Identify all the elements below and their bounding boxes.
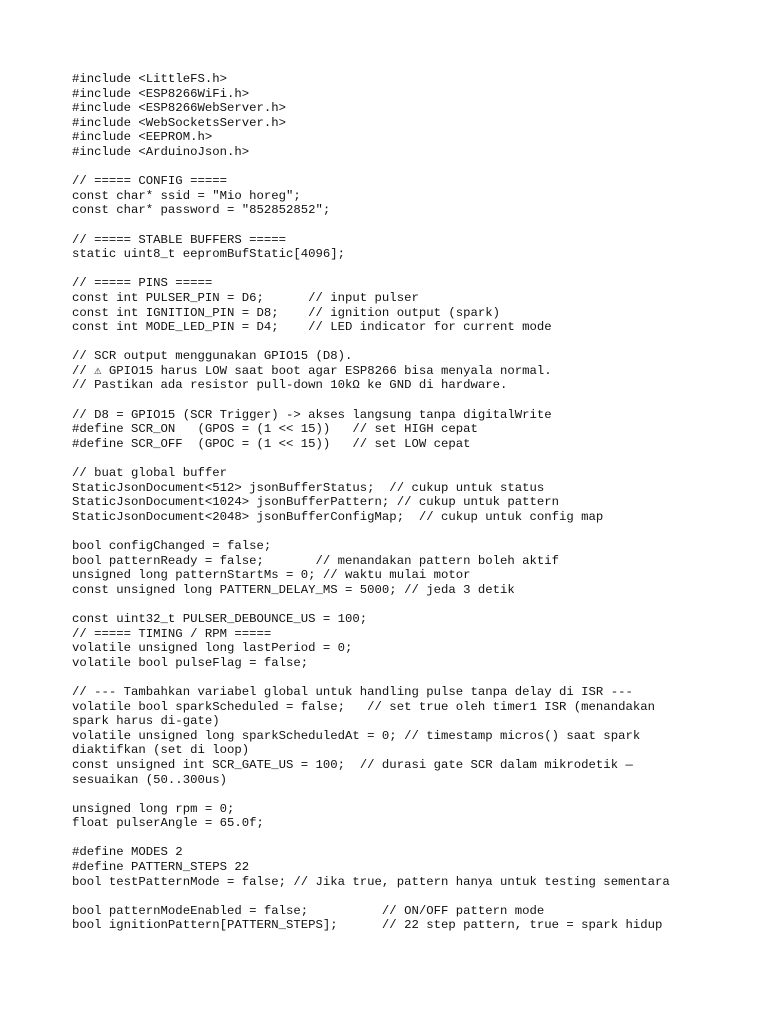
- blank-line: [72, 524, 712, 539]
- code-line: #include <EEPROM.h>: [72, 130, 213, 145]
- code-line: const unsigned long PATTERN_DELAY_MS = 5000; // jeda 3 detik: [72, 582, 515, 597]
- code-line: #include <ESP8266WiFi.h>: [72, 86, 250, 101]
- code-line: volatile unsigned long sparkScheduledAt = 0; // timestamp micros() saat spark: [72, 728, 641, 743]
- code-line: // ⚠ GPIO15 harus LOW saat boot agar ESP8266 bisa menyala normal.: [72, 363, 552, 378]
- code-line: bool testPatternMode = false; // Jika true, pattern hanya untuk testing sementara: [72, 874, 670, 889]
- blank-line: [72, 597, 712, 612]
- code-line: bool ignitionPattern[PATTERN_STEPS]; // 22 step pattern, true = spark hidup: [72, 918, 663, 933]
- blank-line: [72, 160, 712, 175]
- blank-line: [72, 889, 712, 904]
- code-line: #include <ArduinoJson.h>: [72, 144, 250, 159]
- code-line: unsigned long patternStartMs = 0; // waktu mulai motor: [72, 568, 471, 583]
- code-line: #include <ESP8266WebServer.h>: [72, 101, 287, 116]
- code-line: // ===== TIMING / RPM =====: [72, 626, 272, 641]
- code-line: #define MODES 2: [72, 845, 183, 860]
- code-line: #define PATTERN_STEPS 22: [72, 860, 250, 875]
- code-line: volatile unsigned long lastPeriod = 0;: [72, 641, 353, 656]
- code-line: StaticJsonDocument<512> jsonBufferStatus; // cukup untuk status: [72, 480, 545, 495]
- code-line: spark harus di-gate): [72, 714, 220, 729]
- code-line: bool configChanged = false;: [72, 539, 272, 553]
- blank-line: [72, 262, 712, 277]
- code-line: const char* ssid = "Mio horeg";: [72, 188, 301, 203]
- code-line: // ===== PINS =====: [72, 276, 213, 291]
- code-line: // D8 = GPIO15 (SCR Trigger) -> akses langsung tanpa digitalWrite: [72, 407, 552, 422]
- code-line: const unsigned int SCR_GATE_US = 100; // durasi gate SCR dalam mikrodetik —: [72, 757, 633, 772]
- code-line: // --- Tambahkan variabel global untuk handling pulse tanpa delay di ISR ---: [72, 684, 633, 699]
- code-line: // SCR output menggunakan GPIO15 (D8).: [72, 349, 353, 364]
- code-line: const int IGNITION_PIN = D8; // ignition output (spark): [72, 305, 501, 320]
- blank-line: [72, 787, 712, 802]
- code-line: #include <WebSocketsServer.h>: [72, 115, 287, 130]
- blank-line: [72, 393, 712, 408]
- blank-line: [72, 335, 712, 350]
- code-line: volatile bool sparkScheduled = false; // set true oleh timer1 ISR (menandakan: [72, 699, 655, 714]
- code-line: bool patternReady = false; // menandakan pattern boleh aktif: [72, 553, 560, 568]
- code-line: volatile bool pulseFlag = false;: [72, 655, 309, 670]
- code-listing: [72, 72, 712, 933]
- code-line: #define SCR_ON (GPOS = (1 << 15)) // set HIGH cepat: [72, 422, 478, 437]
- code-line: // ===== STABLE BUFFERS =====: [72, 232, 287, 247]
- code-line: static uint8_t eepromBufStatic[4096];: [72, 247, 346, 262]
- code-line: StaticJsonDocument<1024> jsonBufferPattern; // cukup untuk pattern: [72, 495, 560, 510]
- code-line: float pulserAngle = 65.0f;: [72, 816, 264, 831]
- code-line: diaktifkan (set di loop): [72, 743, 250, 758]
- blank-line: [72, 831, 712, 846]
- code-line: // buat global buffer: [72, 466, 227, 481]
- blank-line: [72, 218, 712, 233]
- code-line: StaticJsonDocument<2048> jsonBufferConfigMap; // cukup untuk config map: [72, 509, 604, 524]
- code-line: unsigned long rpm = 0;: [72, 801, 235, 816]
- blank-line: [72, 451, 712, 466]
- code-line: // Pastikan ada resistor pull-down 10kΩ ke GND di hardware.: [72, 378, 508, 393]
- code-line: const uint32_t PULSER_DEBOUNCE_US = 100;: [72, 611, 368, 626]
- code-line: #include <LittleFS.h>: [72, 72, 227, 86]
- code-line: #define SCR_OFF (GPOC = (1 << 15)) // set LOW cepat: [72, 436, 471, 451]
- code-line: const char* password = "852852852";: [72, 203, 331, 218]
- code-line: const int PULSER_PIN = D6; // input pulser: [72, 290, 419, 305]
- code-line: const int MODE_LED_PIN = D4; // LED indicator for current mode: [72, 320, 552, 335]
- code-line: // ===== CONFIG =====: [72, 174, 227, 189]
- code-line: sesuaikan (50..300us): [72, 772, 227, 787]
- code-line: bool patternModeEnabled = false; // ON/OFF pattern mode: [72, 903, 545, 918]
- blank-line: [72, 670, 712, 685]
